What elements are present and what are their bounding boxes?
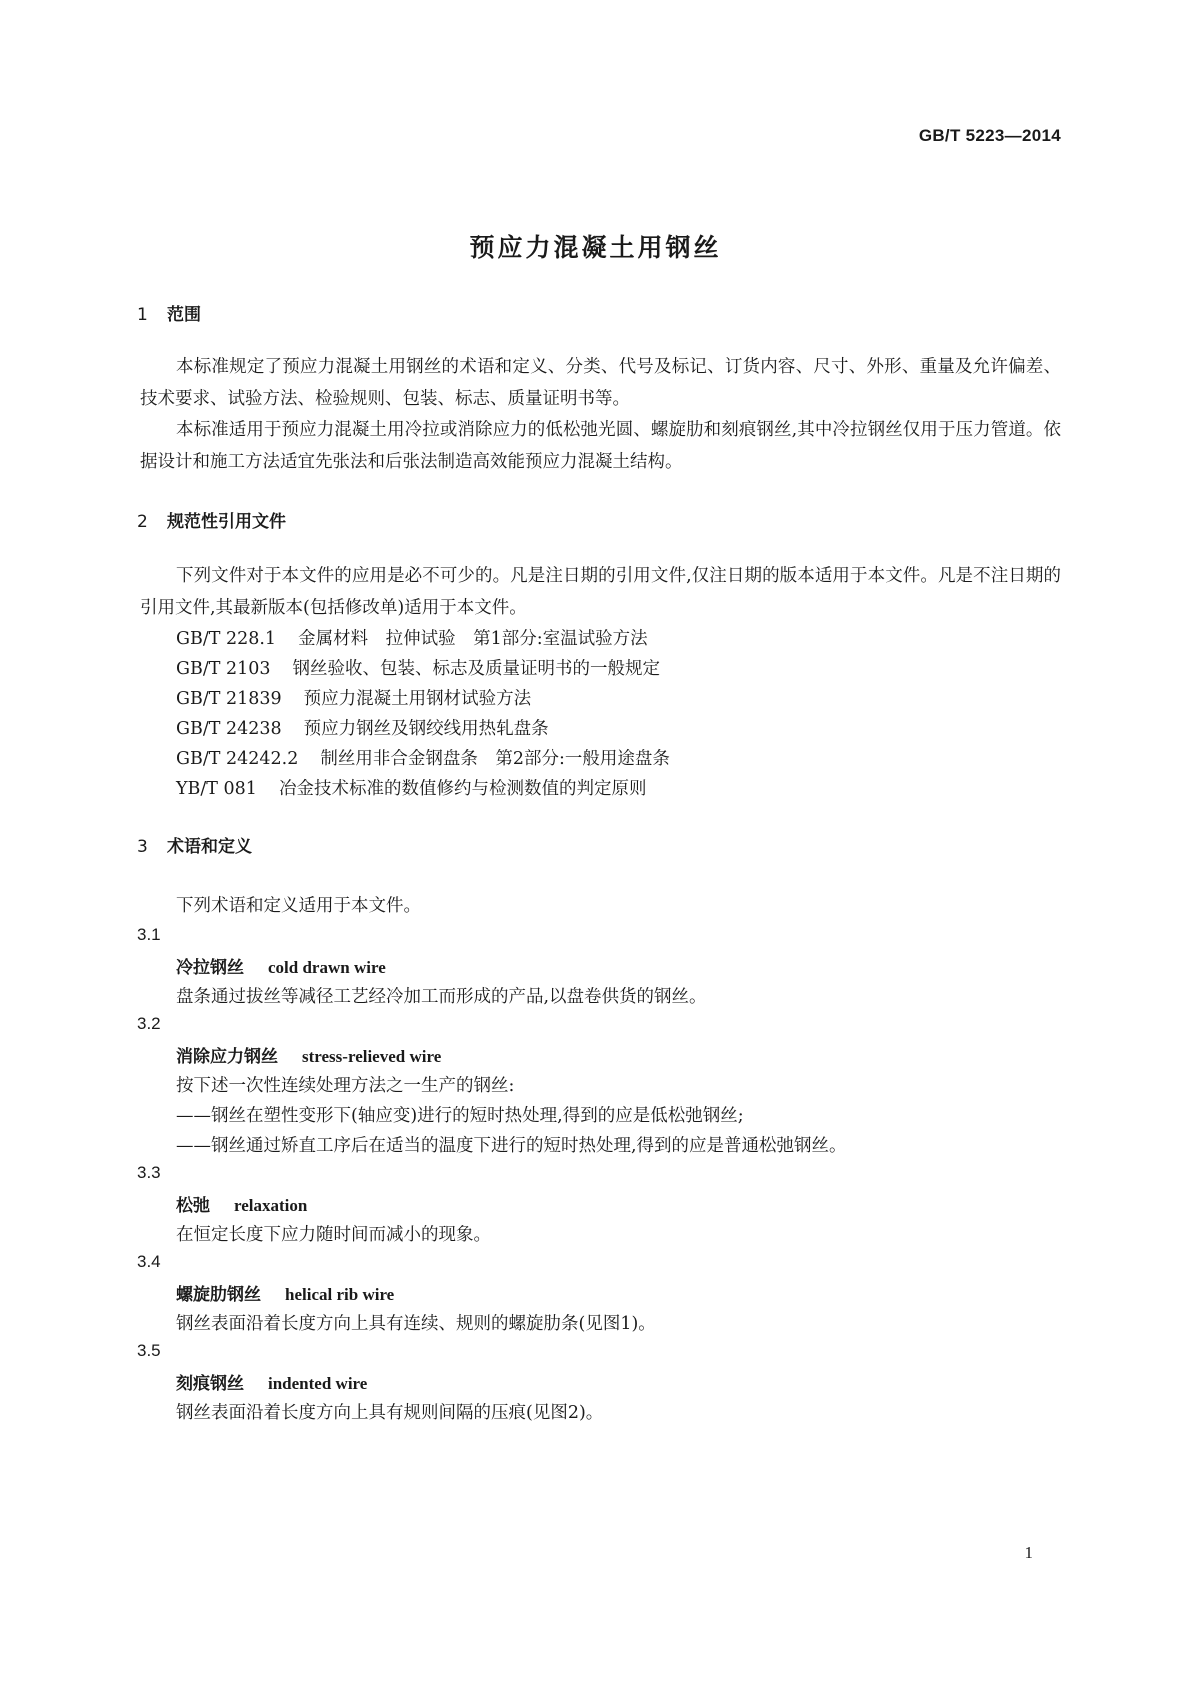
section-2-intro: 下列文件对于本文件的应用是必不可少的。凡是注日期的引用文件,仅注日期的版本适用于本文件。凡是不注日期的引用文件,其最新版本(包括修改单)适用于本文件。: [140, 566, 1061, 618]
reference-code: YB/T 081: [176, 779, 257, 799]
section-1-heading: [137, 300, 201, 325]
term-english: cold drawn wire: [268, 958, 386, 977]
term-heading: [176, 953, 386, 978]
reference-title: 冶金技术标准的数值修约与检测数值的判定原则: [278, 779, 647, 799]
term-number: 3.1: [137, 925, 161, 944]
term-heading: [176, 1042, 441, 1067]
reference-code: GB/T 24242.2: [176, 749, 299, 769]
section-3-intro: 下列术语和定义适用于本文件。: [176, 896, 421, 916]
term-english: relaxation: [234, 1196, 308, 1215]
section-2-heading: [137, 507, 286, 532]
term-definition: 在恒定长度下应力随时间而减小的现象。: [176, 1225, 491, 1245]
reference-item: [176, 655, 660, 680]
term-english: indented wire: [268, 1374, 368, 1393]
term-heading: [176, 1280, 394, 1305]
term-english: helical rib wire: [285, 1285, 395, 1304]
term-chinese: 消除应力钢丝: [176, 1047, 278, 1067]
section-number: 2: [137, 512, 148, 532]
term-number: 3.3: [137, 1163, 161, 1182]
term-definition: 钢丝表面沿着长度方向上具有规则间隔的压痕(见图2)。: [176, 1403, 604, 1423]
page-number: 1: [1024, 1543, 1033, 1562]
reference-item: [176, 775, 646, 800]
term-heading: [176, 1369, 367, 1394]
reference-item: [176, 745, 670, 770]
section-3-heading: [137, 832, 252, 857]
reference-title: 预应力混凝土用钢材试验方法: [303, 689, 532, 709]
reference-code: GB/T 228.1: [176, 629, 277, 649]
page-title: 预应力混凝土用钢丝: [469, 233, 722, 262]
term-heading: [176, 1191, 307, 1216]
term-chinese: 松弛: [176, 1196, 210, 1216]
reference-code: GB/T 2103: [176, 659, 271, 679]
section-number: 1: [137, 305, 148, 325]
term-definition-item: ——钢丝在塑性变形下(轴应变)进行的短时热处理,得到的应是低松弛钢丝;: [176, 1106, 744, 1126]
reference-title: 钢丝验收、包装、标志及质量证明书的一般规定: [292, 659, 661, 679]
reference-item: [176, 625, 648, 650]
term-definition: 钢丝表面沿着长度方向上具有连续、规则的螺旋肋条(见图1)。: [176, 1314, 656, 1334]
reference-code: GB/T 21839: [176, 689, 282, 709]
reference-item: [176, 685, 531, 710]
reference-title: 金属材料 拉伸试验 第1部分:室温试验方法: [298, 629, 648, 649]
term-chinese: 螺旋肋钢丝: [176, 1285, 261, 1305]
section-1-paragraph-1: 本标准规定了预应力混凝土用钢丝的术语和定义、分类、代号及标记、订货内容、尺寸、外形、重量及允许偏差、技术要求、试验方法、检验规则、包装、标志、质量证明书等。: [140, 357, 1061, 409]
term-number: 3.4: [137, 1252, 161, 1271]
document-code: GB/T 5223—2014: [918, 126, 1061, 145]
section-number: 3: [137, 837, 148, 857]
reference-title: 预应力钢丝及钢绞线用热轧盘条: [303, 719, 549, 739]
section-title: 术语和定义: [167, 837, 252, 857]
term-number: 3.5: [137, 1341, 161, 1360]
section-title: 范围: [167, 305, 201, 325]
reference-title: 制丝用非合金钢盘条 第2部分:一般用途盘条: [320, 749, 670, 769]
term-chinese: 刻痕钢丝: [176, 1374, 244, 1394]
term-chinese: 冷拉钢丝: [176, 958, 244, 978]
term-number: 3.2: [137, 1014, 161, 1033]
term-definition-item: ——钢丝通过矫直工序后在适当的温度下进行的短时热处理,得到的应是普通松弛钢丝。: [176, 1136, 847, 1156]
section-title: 规范性引用文件: [167, 512, 286, 532]
term-definition: 盘条通过拔丝等减径工艺经冷加工而形成的产品,以盘卷供货的钢丝。: [176, 987, 707, 1007]
reference-code: GB/T 24238: [176, 719, 282, 739]
term-english: stress-relieved wire: [302, 1047, 442, 1066]
term-definition: 按下述一次性连续处理方法之一生产的钢丝:: [176, 1076, 515, 1096]
reference-item: [176, 715, 549, 740]
section-1-paragraph-2: 本标准适用于预应力混凝土用冷拉或消除应力的低松弛光圆、螺旋肋和刻痕钢丝,其中冷拉钢丝仅用于压力管道。依据设计和施工方法适宜先张法和后张法制造高效能预应力混凝土结构。: [140, 420, 1061, 472]
